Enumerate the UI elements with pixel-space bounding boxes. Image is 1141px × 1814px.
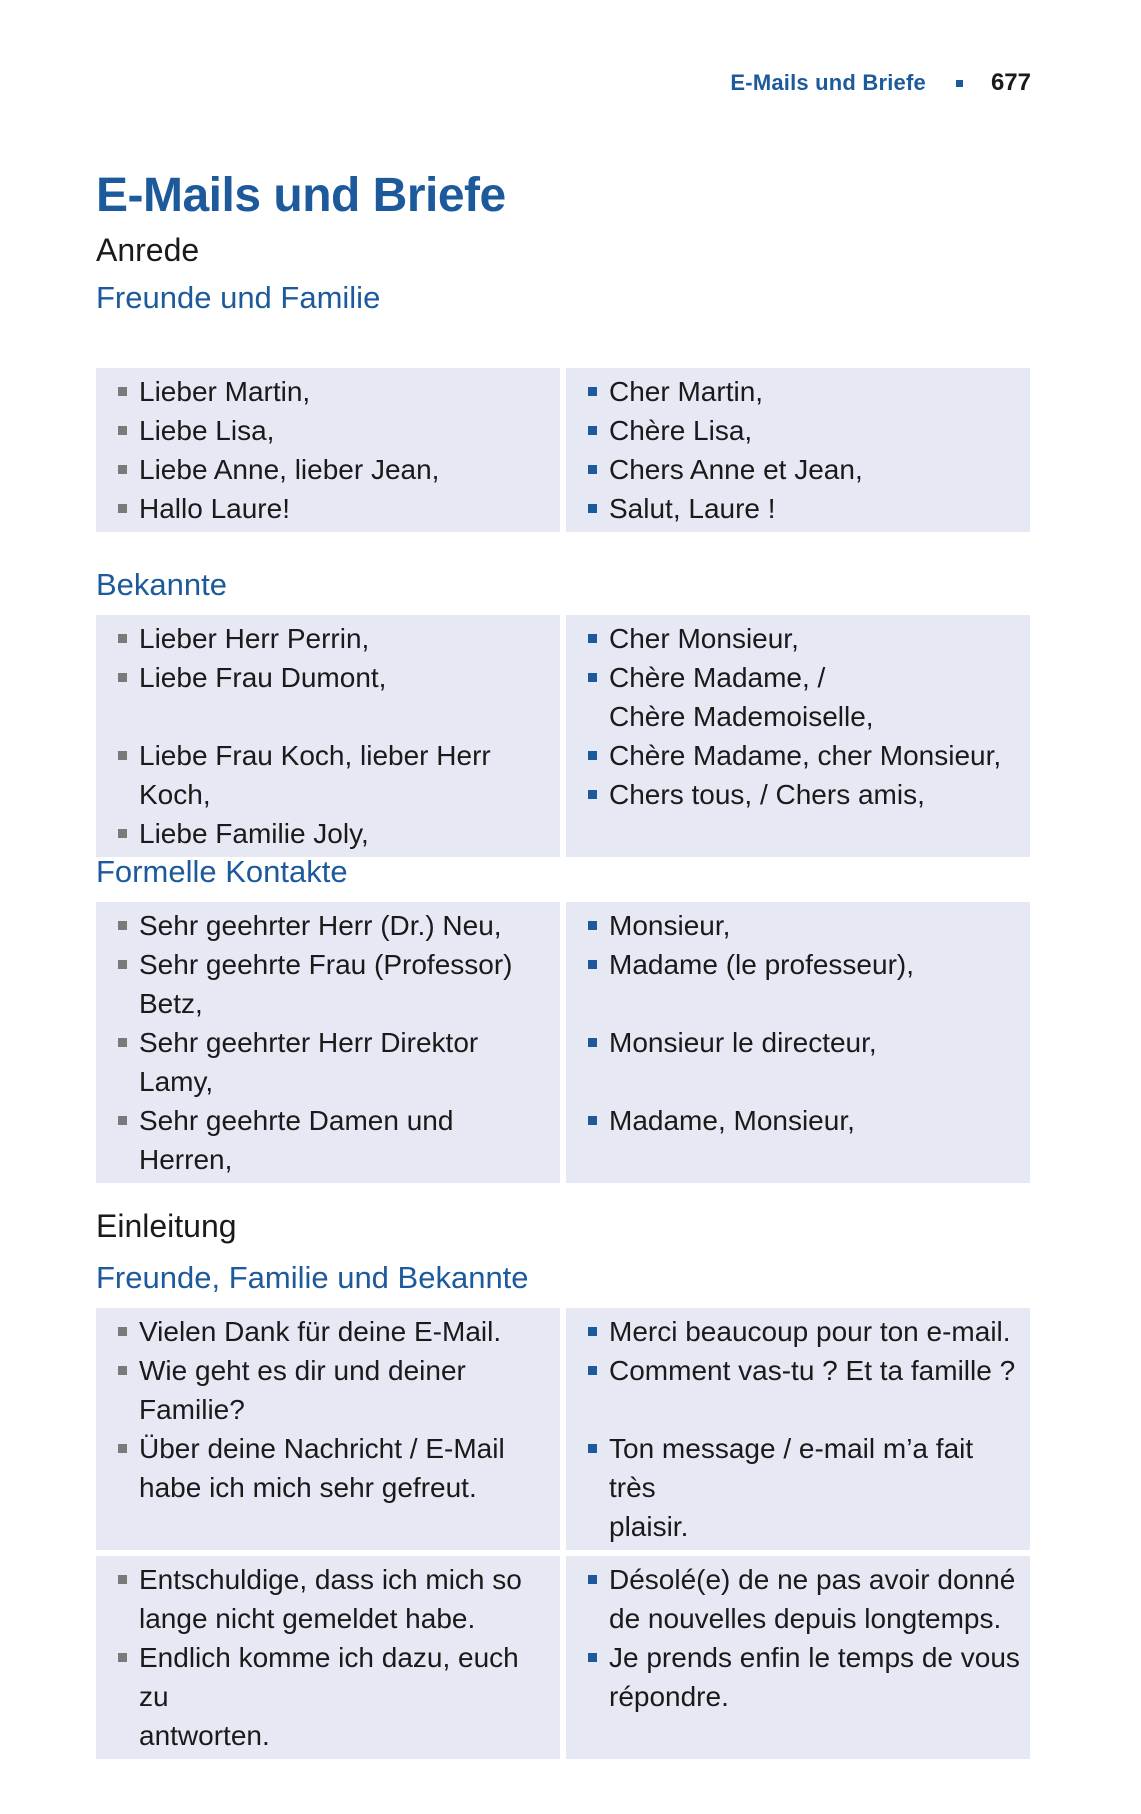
- phrase-text: Merci beaucoup pour ton e-mail.: [609, 1316, 1011, 1347]
- french-phrases-cell: [566, 615, 1030, 857]
- phrase-line: [582, 619, 1020, 658]
- phrase-text: Familie?: [139, 1394, 245, 1425]
- phrase-text: Betz,: [139, 988, 203, 1019]
- phrase-line: [582, 372, 1020, 411]
- phrase-line: [582, 1560, 1020, 1599]
- phrase-line: [582, 489, 1020, 528]
- german-phrases-cell: [96, 615, 560, 857]
- table-row: [96, 1308, 1030, 1550]
- square-bullet-icon: [588, 1038, 597, 1047]
- phrase-line: [582, 1351, 1020, 1390]
- square-bullet-icon: [118, 1444, 127, 1453]
- square-bullet-icon: [588, 387, 597, 396]
- french-phrases-cell: [566, 1556, 1030, 1759]
- phrase-text: Lieber Martin,: [139, 376, 311, 407]
- square-bullet-icon: [588, 751, 597, 760]
- german-phrases-cell: [96, 902, 560, 1183]
- phrase-line: [582, 1101, 1020, 1140]
- phrase-text: répondre.: [609, 1681, 729, 1712]
- square-bullet-icon: [588, 1327, 597, 1336]
- phrase-text: Liebe Frau Dumont,: [139, 662, 387, 693]
- phrase-line: [112, 1560, 550, 1599]
- running-head-separator: [956, 80, 963, 87]
- phrase-line: [112, 619, 550, 658]
- phrase-text: Chers tous, / Chers amis,: [609, 779, 925, 810]
- phrase-line: [112, 697, 550, 736]
- phrase-text: Lamy,: [139, 1066, 214, 1097]
- square-bullet-icon: [118, 1116, 127, 1125]
- phrase-line: [582, 984, 1020, 1023]
- phrase-line: [112, 1351, 550, 1390]
- phrase-line: [112, 906, 550, 945]
- phrase-line: [582, 1062, 1020, 1101]
- running-head-title: E-Mails und Briefe: [730, 70, 926, 95]
- phrase-text: Entschuldige, dass ich mich so: [139, 1564, 522, 1595]
- phrase-text: Je prends enfin le temps de vous: [609, 1642, 1020, 1673]
- phrase-table-formelle-kontakte: [96, 902, 1030, 1189]
- phrase-text: lange nicht gemeldet habe.: [139, 1603, 476, 1634]
- section-title-anrede: Anrede: [96, 232, 200, 268]
- square-bullet-icon: [588, 634, 597, 643]
- phrase-line: [582, 1638, 1020, 1677]
- phrase-line: [582, 736, 1020, 775]
- chapter-title: E-Mails und Briefe: [96, 169, 506, 222]
- square-bullet-icon: [118, 1038, 127, 1047]
- table-row: [96, 615, 1030, 857]
- phrase-line: [582, 775, 1020, 814]
- section-title-einleitung: Einleitung: [96, 1208, 237, 1244]
- phrase-line: [582, 411, 1020, 450]
- phrase-line: [112, 945, 550, 984]
- subsection-title-freunde-familie-bekannte: Freunde, Familie und Bekannte: [96, 1260, 529, 1295]
- phrase-table-freunde-familie: [96, 368, 1030, 538]
- square-bullet-icon: [118, 387, 127, 396]
- phrase-text: Ton message / e-mail m’a fait très: [609, 1433, 974, 1503]
- square-bullet-icon: [118, 829, 127, 838]
- phrase-text: antworten.: [139, 1720, 270, 1751]
- phrase-line: [112, 736, 550, 814]
- phrase-line: [582, 1507, 1020, 1546]
- phrase-line: [112, 1638, 550, 1716]
- phrase-line: [582, 658, 1020, 697]
- phrase-text: Cher Martin,: [609, 376, 764, 407]
- phrase-text: de nouvelles depuis longtemps.: [609, 1603, 1002, 1634]
- phrase-line: [112, 814, 550, 853]
- phrase-text: Liebe Anne, lieber Jean,: [139, 454, 440, 485]
- phrase-text: Cher Monsieur,: [609, 623, 799, 654]
- square-bullet-icon: [588, 504, 597, 513]
- phrase-line: [582, 1390, 1020, 1429]
- phrase-text: Vielen Dank für deine E-Mail.: [139, 1316, 502, 1347]
- phrase-table-freunde-familie-bekannte: [96, 1308, 1030, 1765]
- phrase-text: Madame, Monsieur,: [609, 1105, 855, 1136]
- square-bullet-icon: [118, 1575, 127, 1584]
- phrase-text: Chère Madame, /: [609, 662, 826, 693]
- square-bullet-icon: [118, 673, 127, 682]
- square-bullet-icon: [588, 790, 597, 799]
- subsection-title-freunde-familie: Freunde und Familie: [96, 280, 381, 315]
- french-phrases-cell: [566, 1308, 1030, 1550]
- french-phrases-cell: [566, 368, 1030, 532]
- phrase-text: Lieber Herr Perrin,: [139, 623, 370, 654]
- table-row: [96, 368, 1030, 532]
- phrase-line: [582, 1312, 1020, 1351]
- phrase-text: Endlich komme ich dazu, euch zu: [139, 1642, 519, 1712]
- phrase-line: [112, 450, 550, 489]
- running-head: [730, 68, 1031, 98]
- phrase-text: Liebe Lisa,: [139, 415, 275, 446]
- square-bullet-icon: [588, 921, 597, 930]
- square-bullet-icon: [118, 1653, 127, 1662]
- german-phrases-cell: [96, 1308, 560, 1550]
- phrase-text: Über deine Nachricht / E-Mail: [139, 1433, 505, 1464]
- phrase-line: [112, 489, 550, 528]
- square-bullet-icon: [118, 960, 127, 969]
- phrase-line: [112, 411, 550, 450]
- phrase-line: [582, 1677, 1020, 1716]
- phrase-line: [112, 1468, 550, 1507]
- phrase-text: Sehr geehrter Herr Direktor: [139, 1027, 479, 1058]
- square-bullet-icon: [588, 1575, 597, 1584]
- phrase-text: Chers Anne et Jean,: [609, 454, 863, 485]
- square-bullet-icon: [118, 634, 127, 643]
- phrase-text: Salut, Laure !: [609, 493, 776, 524]
- phrase-line: [112, 1716, 550, 1755]
- phrase-text: Wie geht es dir und deiner: [139, 1355, 466, 1386]
- square-bullet-icon: [118, 1327, 127, 1336]
- phrase-text: Madame (le professeur),: [609, 949, 915, 980]
- phrase-line: [582, 1429, 1020, 1507]
- phrase-line: [112, 1390, 550, 1429]
- square-bullet-icon: [588, 465, 597, 474]
- german-phrases-cell: [96, 368, 560, 532]
- subsection-title-formelle-kontakte: Formelle Kontakte: [96, 854, 348, 889]
- phrase-line: [112, 658, 550, 697]
- page-number: 677: [990, 69, 1031, 96]
- phrase-line: [112, 1062, 550, 1101]
- square-bullet-icon: [588, 1444, 597, 1453]
- phrase-line: [582, 697, 1020, 736]
- phrase-text: Chère Madame, cher Monsieur,: [609, 740, 1002, 771]
- phrase-text: Sehr geehrte Damen und Herren,: [139, 1105, 454, 1175]
- table-row: [96, 902, 1030, 1183]
- phrase-line: [582, 1023, 1020, 1062]
- german-phrases-cell: [96, 1556, 560, 1759]
- square-bullet-icon: [118, 465, 127, 474]
- phrase-line: [112, 1023, 550, 1062]
- phrase-line: [582, 1599, 1020, 1638]
- phrase-text: Sehr geehrter Herr (Dr.) Neu,: [139, 910, 502, 941]
- square-bullet-icon: [588, 426, 597, 435]
- phrase-text: Chère Mademoiselle,: [609, 701, 874, 732]
- square-bullet-icon: [118, 426, 127, 435]
- phrase-text: Sehr geehrte Frau (Professor): [139, 949, 513, 980]
- phrase-text: Désolé(e) de ne pas avoir donné: [609, 1564, 1016, 1595]
- phrase-table-bekannte: [96, 615, 1030, 863]
- square-bullet-icon: [118, 504, 127, 513]
- phrase-line: [582, 945, 1020, 984]
- table-row: [96, 1556, 1030, 1759]
- phrase-line: [112, 372, 550, 411]
- phrase-text: Monsieur,: [609, 910, 731, 941]
- square-bullet-icon: [588, 673, 597, 682]
- phrase-text: habe ich mich sehr gefreut.: [139, 1472, 477, 1503]
- square-bullet-icon: [118, 1366, 127, 1375]
- phrase-line: [112, 1312, 550, 1351]
- phrase-text: Hallo Laure!: [139, 493, 290, 524]
- phrase-text: Chère Lisa,: [609, 415, 753, 446]
- square-bullet-icon: [588, 1366, 597, 1375]
- phrase-line: [112, 1429, 550, 1468]
- square-bullet-icon: [118, 751, 127, 760]
- phrase-line: [112, 1599, 550, 1638]
- square-bullet-icon: [118, 921, 127, 930]
- phrase-text: Monsieur le directeur,: [609, 1027, 877, 1058]
- phrase-line: [112, 984, 550, 1023]
- phrase-text: Liebe Familie Joly,: [139, 818, 369, 849]
- french-phrases-cell: [566, 902, 1030, 1183]
- square-bullet-icon: [588, 1653, 597, 1662]
- square-bullet-icon: [588, 960, 597, 969]
- phrase-line: [112, 1101, 550, 1179]
- phrase-text: Liebe Frau Koch, lieber Herr Koch,: [139, 740, 491, 810]
- phrase-line: [582, 450, 1020, 489]
- phrase-line: [582, 906, 1020, 945]
- phrase-text: Comment vas-tu ? Et ta famille ?: [609, 1355, 1016, 1386]
- phrase-text: plaisir.: [609, 1511, 689, 1542]
- square-bullet-icon: [588, 1116, 597, 1125]
- subsection-title-bekannte: Bekannte: [96, 567, 227, 602]
